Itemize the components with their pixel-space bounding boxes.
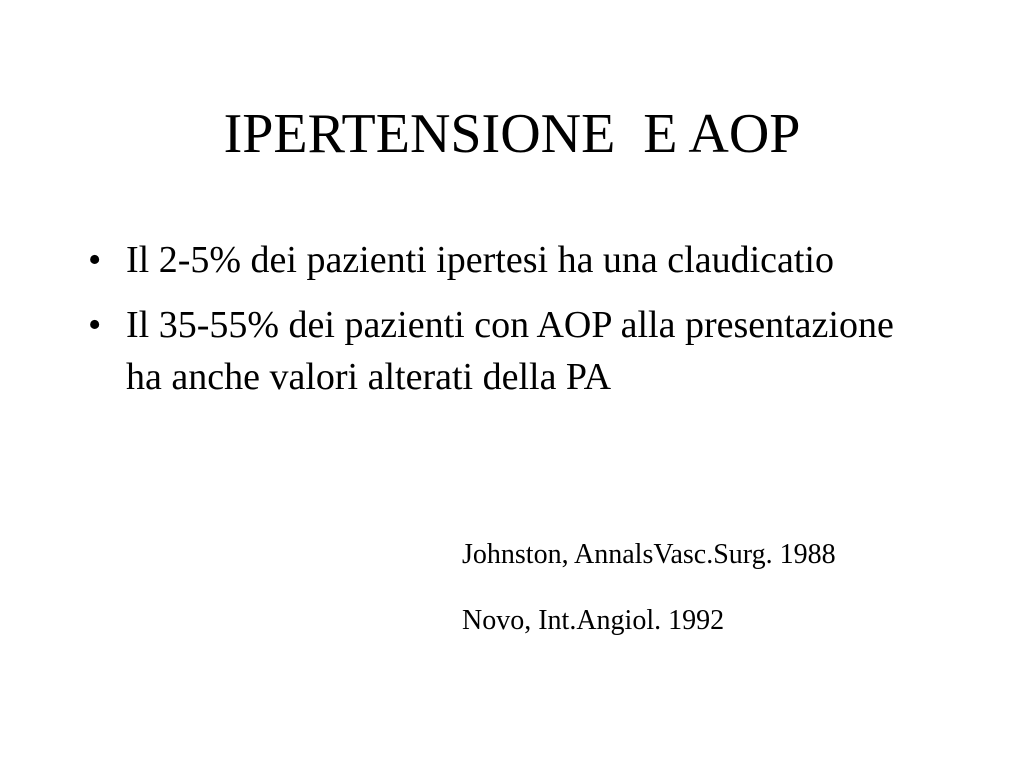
bullet-text: Il 2-5% dei pazienti ipertesi ha una claudicatio bbox=[126, 239, 834, 281]
bullet-marker: • bbox=[88, 239, 102, 281]
bullet-item bbox=[88, 299, 928, 403]
citation-johnston: Johnston, AnnalsVasc.Surg. 1988 bbox=[462, 539, 836, 570]
bullet-item bbox=[88, 234, 928, 286]
slide-title: IPERTENSIONE E AOP bbox=[223, 103, 801, 165]
bullet-list bbox=[88, 234, 928, 416]
citation-novo: Novo, Int.Angiol. 1992 bbox=[462, 605, 725, 636]
bullet-text: Il 35-55% dei pazienti con AOP alla presentazione ha anche valori alterati della PA bbox=[126, 304, 894, 398]
bullet-marker: • bbox=[88, 304, 102, 346]
